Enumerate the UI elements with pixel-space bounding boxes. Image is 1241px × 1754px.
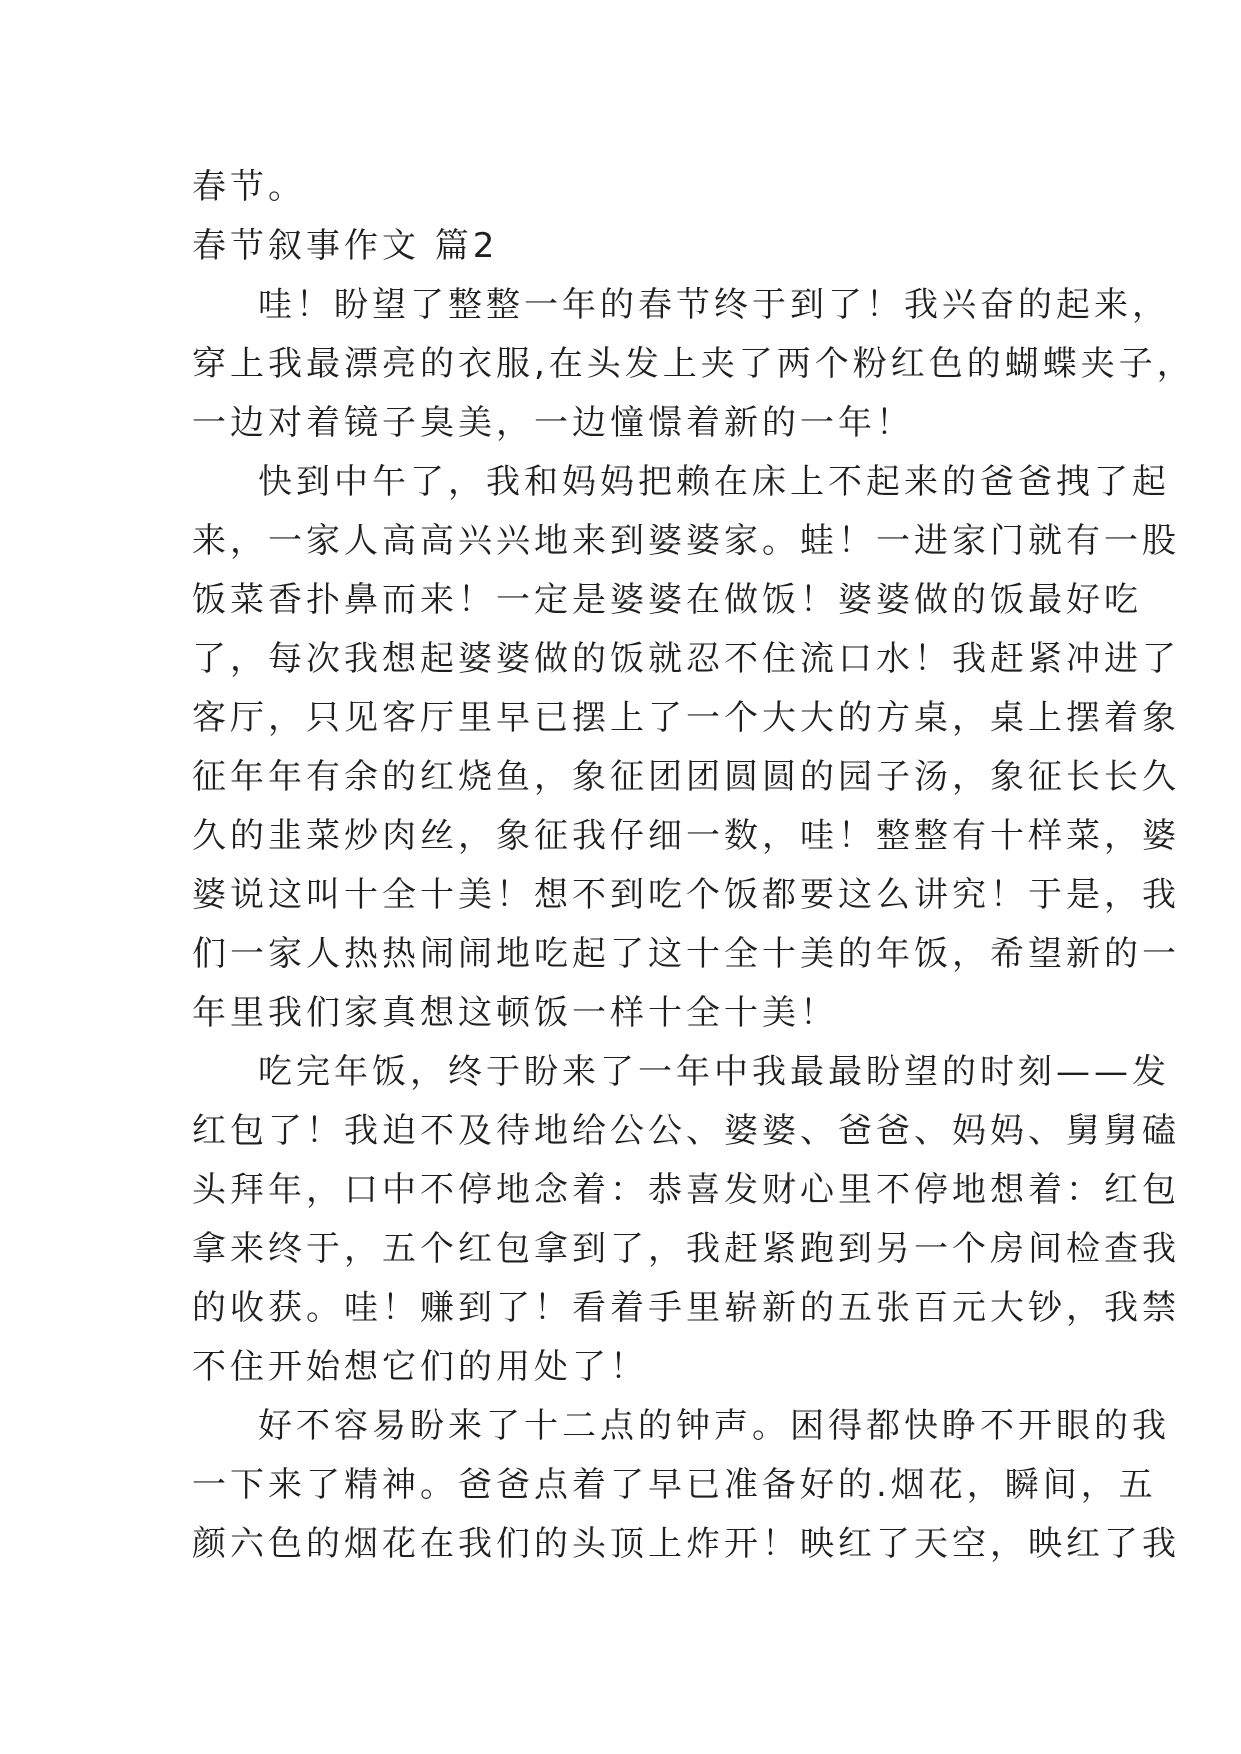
text-line: 年里我们家真想这顿饭一样十全十美！ [192, 993, 838, 1033]
text-line: 不住开始想它们的用处了！ [192, 1347, 648, 1387]
text-line: 春节。 [192, 167, 306, 207]
text-line: 征年年有余的红烧鱼，象征团团圆圆的园子汤，象征长长久 [192, 757, 1180, 797]
text-line: 客厅，只见客厅里早已摆上了一个大大的方桌，桌上摆着象 [192, 698, 1180, 738]
section-title: 春节叙事作文 篇2 [192, 226, 499, 266]
text-line: 快到中午了，我和妈妈把赖在床上不起来的爸爸拽了起 [258, 462, 1170, 502]
document-body [192, 158, 1195, 1574]
text-line: 红包了！我迫不及待地给公公、婆婆、爸爸、妈妈、舅舅磕 [192, 1111, 1180, 1151]
text-line: 颜六色的烟花在我们的头顶上炸开！映红了天空，映红了我 [192, 1524, 1180, 1564]
text-line: 婆说这叫十全十美！想不到吃个饭都要这么讲究！于是，我 [192, 875, 1180, 915]
text-line: 一下来了精神。爸爸点着了早已准备好的.烟花，瞬间，五 [192, 1465, 1157, 1505]
text-line: 头拜年，口中不停地念着：恭喜发财心里不停地想着：红包 [192, 1170, 1180, 1210]
text-line: 好不容易盼来了十二点的钟声。困得都快睁不开眼的我 [258, 1406, 1170, 1446]
text-line: 们一家人热热闹闹地吃起了这十全十美的年饭，希望新的一 [192, 934, 1180, 974]
text-line: 久的韭菜炒肉丝，象征我仔细一数，哇！整整有十样菜，婆 [192, 816, 1180, 856]
text-line: 穿上我最漂亮的衣服,在头发上夹了两个粉红色的蝴蝶夹子， [192, 344, 1195, 384]
text-line: 了，每次我想起婆婆做的饭就忍不住流口水！我赶紧冲进了 [192, 639, 1180, 679]
text-line: 吃完年饭，终于盼来了一年中我最最盼望的时刻——发 [258, 1052, 1170, 1092]
text-line: 哇！盼望了整整一年的春节终于到了！我兴奋的起来， [258, 285, 1170, 325]
text-line: 一边对着镜子臭美，一边憧憬着新的一年！ [192, 403, 914, 443]
text-line: 饭菜香扑鼻而来！一定是婆婆在做饭！婆婆做的饭最好吃 [192, 580, 1142, 620]
text-line: 来，一家人高高兴兴地来到婆婆家。蛙！一进家门就有一股 [192, 521, 1180, 561]
text-line: 拿来终于，五个红包拿到了，我赶紧跑到另一个房间检查我 [192, 1229, 1180, 1269]
text-line: 的收获。哇！赚到了！看着手里崭新的五张百元大钞，我禁 [192, 1288, 1180, 1328]
